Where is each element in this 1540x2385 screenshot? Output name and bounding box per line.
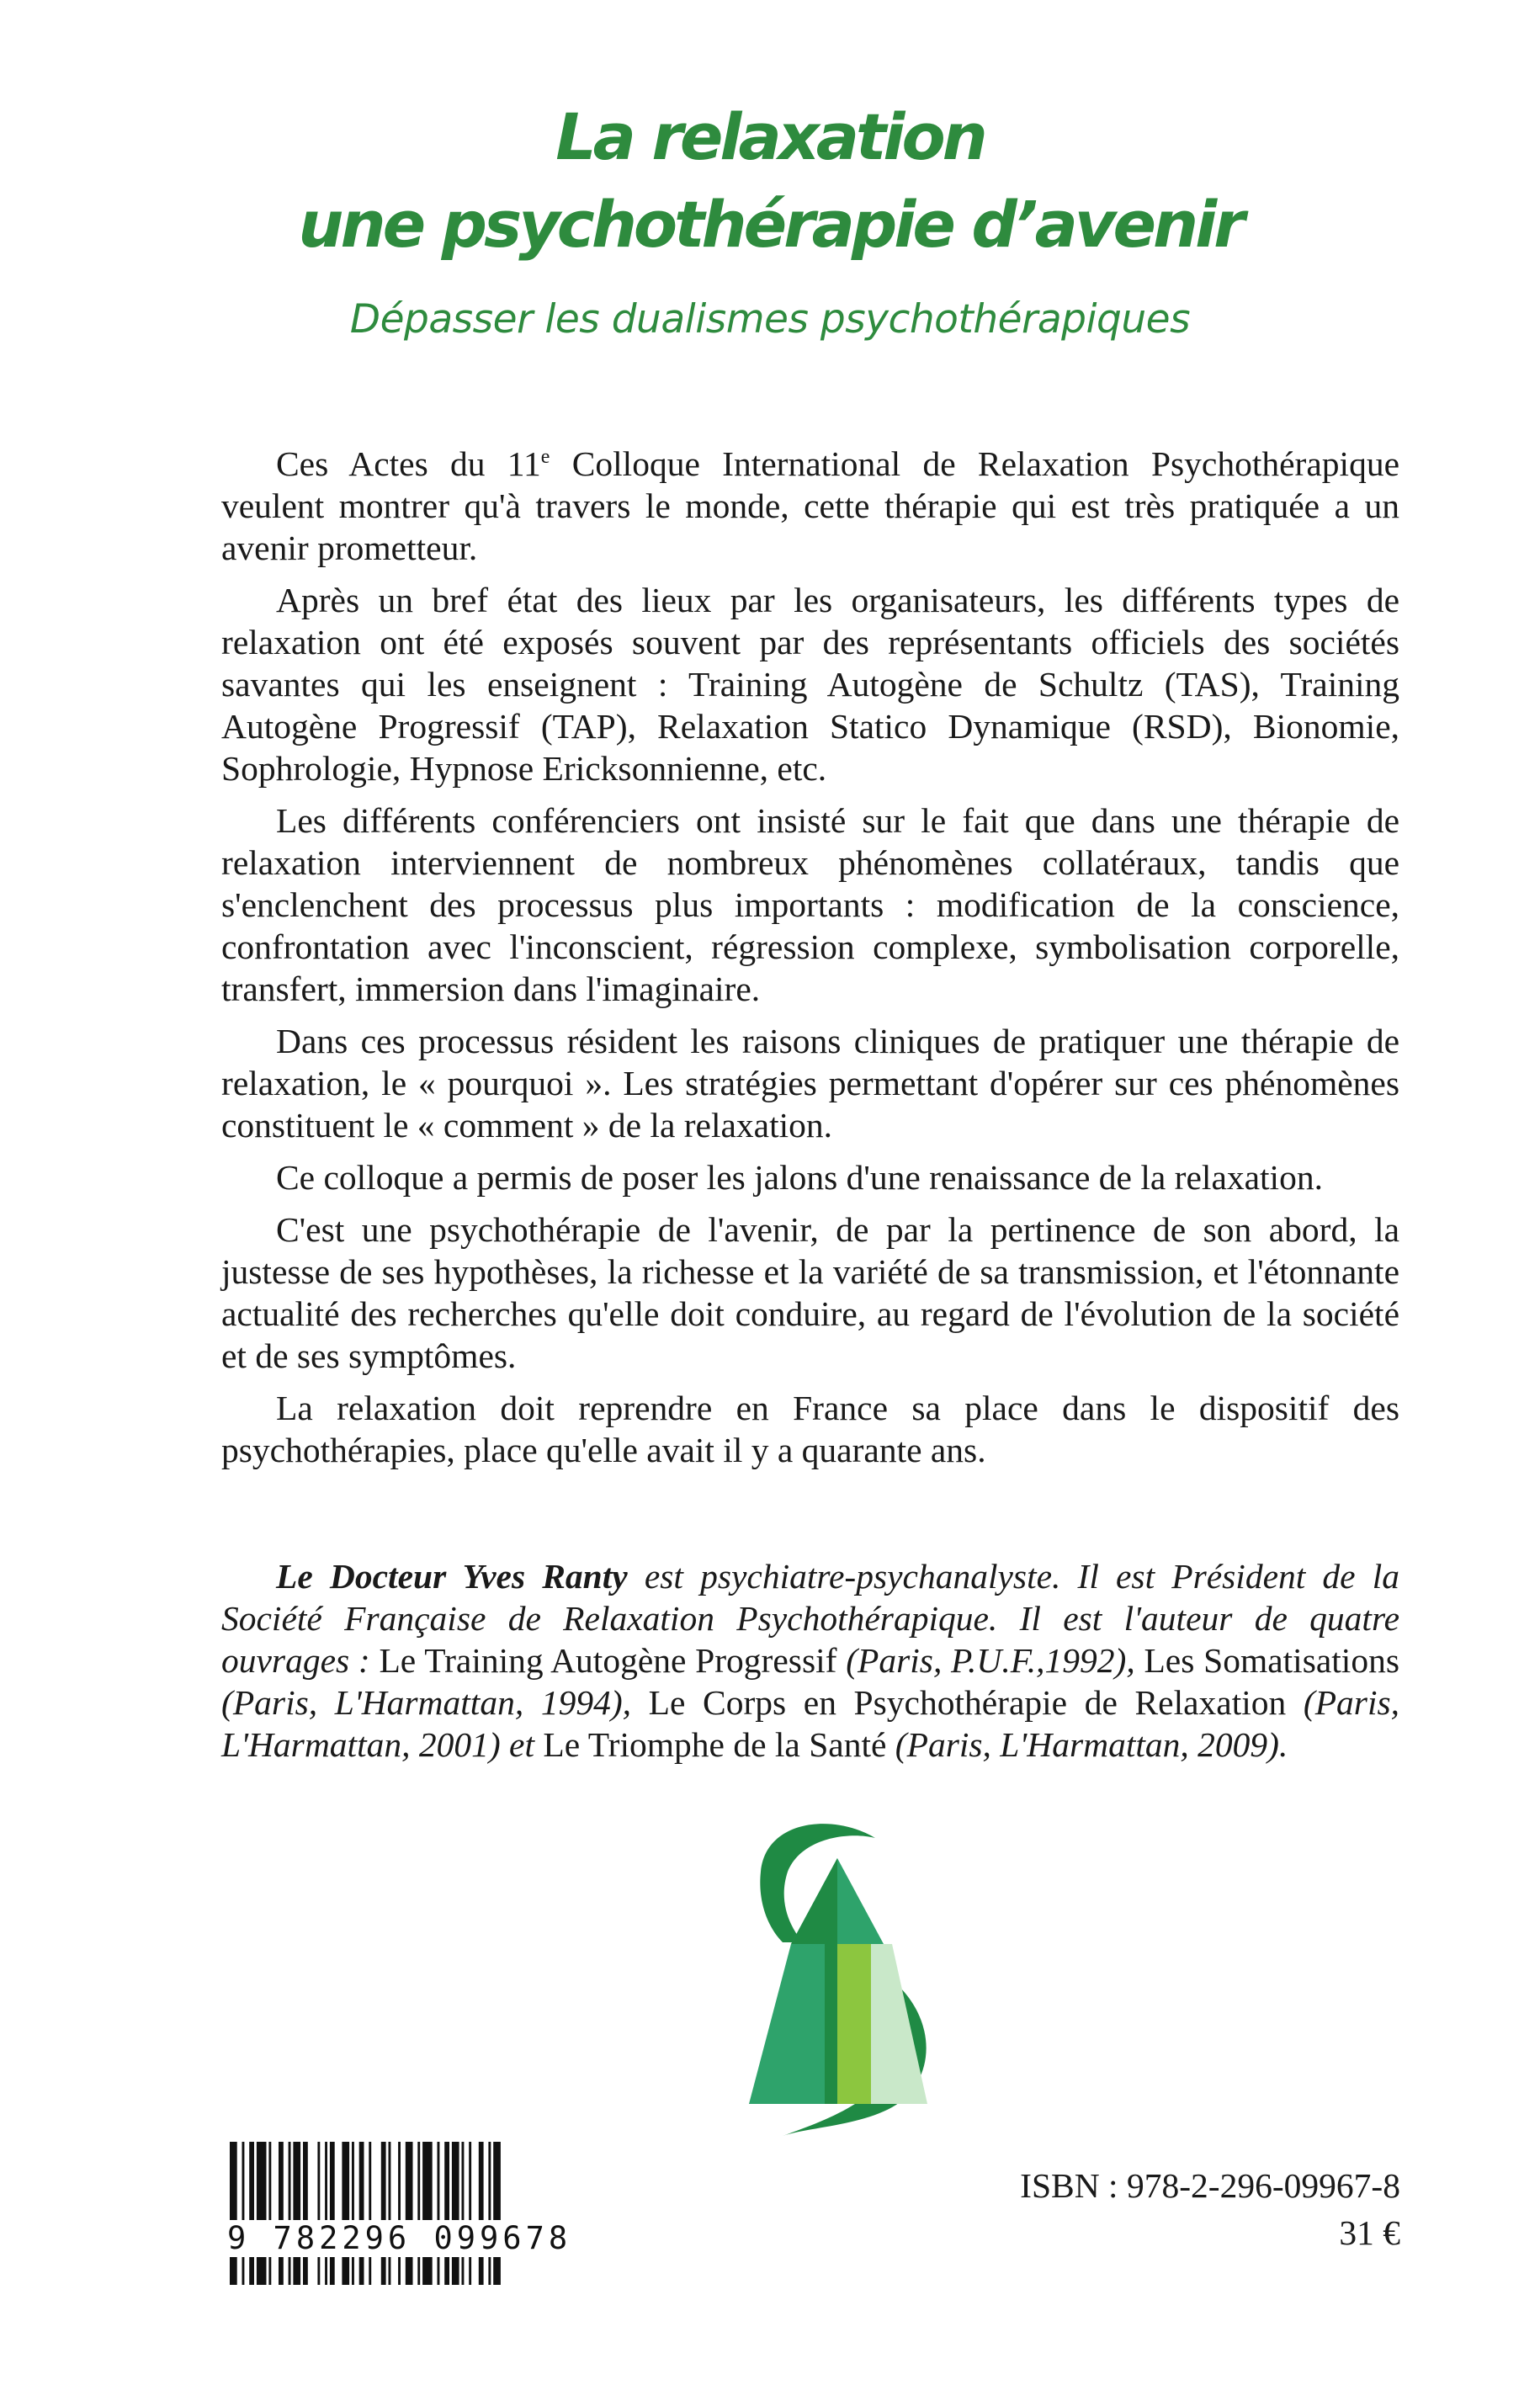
barcode-bar — [342, 2142, 349, 2285]
paragraph-2: Après un bref état des lieux par les organisateurs, les différents types de relaxation ont été exposés souvent par des représentants officiels des sociétés savantes qui les enseignent : Training Autogène de Schultz (TAS), Training Autogène Progressif (TAP), Relaxation Statico Dynamique (RSD), Bionomie, Sophrologie, Hypnose Ericksonnienne, etc. — [221, 580, 1399, 788]
barcode-bar — [452, 2142, 459, 2285]
barcode-bar — [438, 2142, 440, 2285]
book-title-4: Le Triomphe de la Santé — [543, 1725, 887, 1764]
barcode-bar — [406, 2142, 413, 2285]
paragraph-6: C'est une psychothérapie de l'avenir, de par la pertinence de son abord, la justesse de ses hypothèses, la richesse et la variété de sa transmission, et l'étonnante actualité des recherches qu'elle doit conduire, au regard de l'évolution de la société et de ses symptômes. — [221, 1209, 1399, 1375]
paragraph-3: Les différents conférenciers ont insisté sur le fait que dans une thérapie de relaxation interviennent de nombreux phénomènes collatéraux, tandis que s'enclenchent des processus plus importants : modification de la conscience, confrontation avec l'inconscient, régression complexe, symbolisation corporelle, transfert, immersion dans l'imaginaire. — [221, 800, 1399, 1008]
paragraph-4: Dans ces processus résident les raisons cliniques de pratiquer une thérapie de relaxation, le « pourquoi ». Les stratégies permettant d'opérer sur ces phénomènes constituent le « comment » de la relaxation. — [221, 1021, 1399, 1145]
barcode-bar — [293, 2142, 300, 2285]
logo-band-lime — [837, 1944, 871, 2104]
barcode-bar — [462, 2142, 465, 2285]
barcode-bar — [257, 2142, 267, 2285]
barcode-bar — [289, 2142, 291, 2285]
barcode-bar — [381, 2142, 386, 2285]
logo-block-left — [749, 1944, 837, 2104]
barcode-bar — [317, 2142, 320, 2285]
barcode-bar — [417, 2142, 420, 2285]
barcode-bar — [444, 2142, 449, 2285]
barcode-digits: 9 782296 099678 — [227, 2220, 581, 2257]
price: 31 € — [1339, 2213, 1400, 2252]
paragraph-1-end: Colloque International de Relaxation Psychothérapique veulent montrer qu'à travers le monde, cette thérapie qui est très pratiquée a un avenir prometteur. — [221, 444, 1399, 567]
superscript-e: e — [540, 446, 550, 468]
paragraph-1 — [221, 436, 1399, 569]
barcode-bar — [493, 2142, 501, 2285]
barcode-bar — [230, 2142, 237, 2285]
barcode-bar — [352, 2142, 354, 2285]
logo-band-dark — [825, 1944, 837, 2104]
subtitle: Dépasser les dualismes psychothérapiques — [349, 296, 1191, 343]
book-title-3: Le Corps en Psychothérapie de Relaxation — [648, 1683, 1287, 1722]
barcode-bar — [330, 2142, 335, 2285]
barcode-bar — [268, 2142, 271, 2285]
barcode-bar — [325, 2142, 327, 2285]
book-pub-3: (Paris, L'Harmattan, 2001) et — [221, 1683, 1399, 1764]
author-name: Le Docteur Yves Ranty — [276, 1557, 628, 1596]
barcode-bar — [479, 2142, 484, 2285]
paragraph-5: Ce colloque a permis de poser les jalons d'une renaissance de la relaxation. — [276, 1157, 1323, 1197]
barcode-bar — [303, 2142, 308, 2285]
paragraph-1-start: Ces Actes du 11 — [276, 444, 541, 483]
publisher-logo — [732, 1816, 943, 2136]
blurb — [221, 436, 1399, 1481]
book-title-2: Les Somatisations — [1144, 1641, 1399, 1680]
barcode-bar — [389, 2142, 391, 2285]
logo-triangle-left-tip — [791, 1858, 837, 1944]
barcode-bar — [398, 2142, 401, 2285]
book-title-1: Le Training Autogène Progressif — [379, 1641, 837, 1680]
barcode-bar — [279, 2142, 284, 2285]
bio-text-1: est psychiatre-psychanalyste. Il est Président de la Société Française de Relaxation Psychothérapique. Il est l'auteur de quatre ouvrages : — [221, 1557, 1399, 1680]
barcode-bar — [488, 2142, 491, 2285]
book-pub-2: (Paris, L'Harmattan, 1994), — [221, 1683, 649, 1722]
author-bio — [221, 1555, 1399, 1766]
barcode-bar — [369, 2142, 371, 2285]
barcode-bar — [249, 2142, 254, 2285]
barcode-bar — [242, 2142, 245, 2285]
book-pub-1: (Paris, P.U.F.,1992), — [836, 1641, 1144, 1680]
title-line-1: La relaxation — [555, 99, 985, 174]
paragraph-7: La relaxation doit reprendre en France sa place dans le dispositif des psychothérapies, place qu'elle avait il y a quarante ans. — [221, 1388, 1399, 1469]
barcode-bar — [422, 2142, 433, 2285]
title-line-2: une psychothérapie d’avenir — [298, 187, 1242, 262]
barcode-bar — [359, 2142, 364, 2285]
book-pub-4: (Paris, L'Harmattan, 2009). — [886, 1725, 1288, 1764]
barcode-bar — [469, 2142, 471, 2285]
isbn-number: ISBN : 978-2-296-09967-8 — [1020, 2166, 1400, 2205]
